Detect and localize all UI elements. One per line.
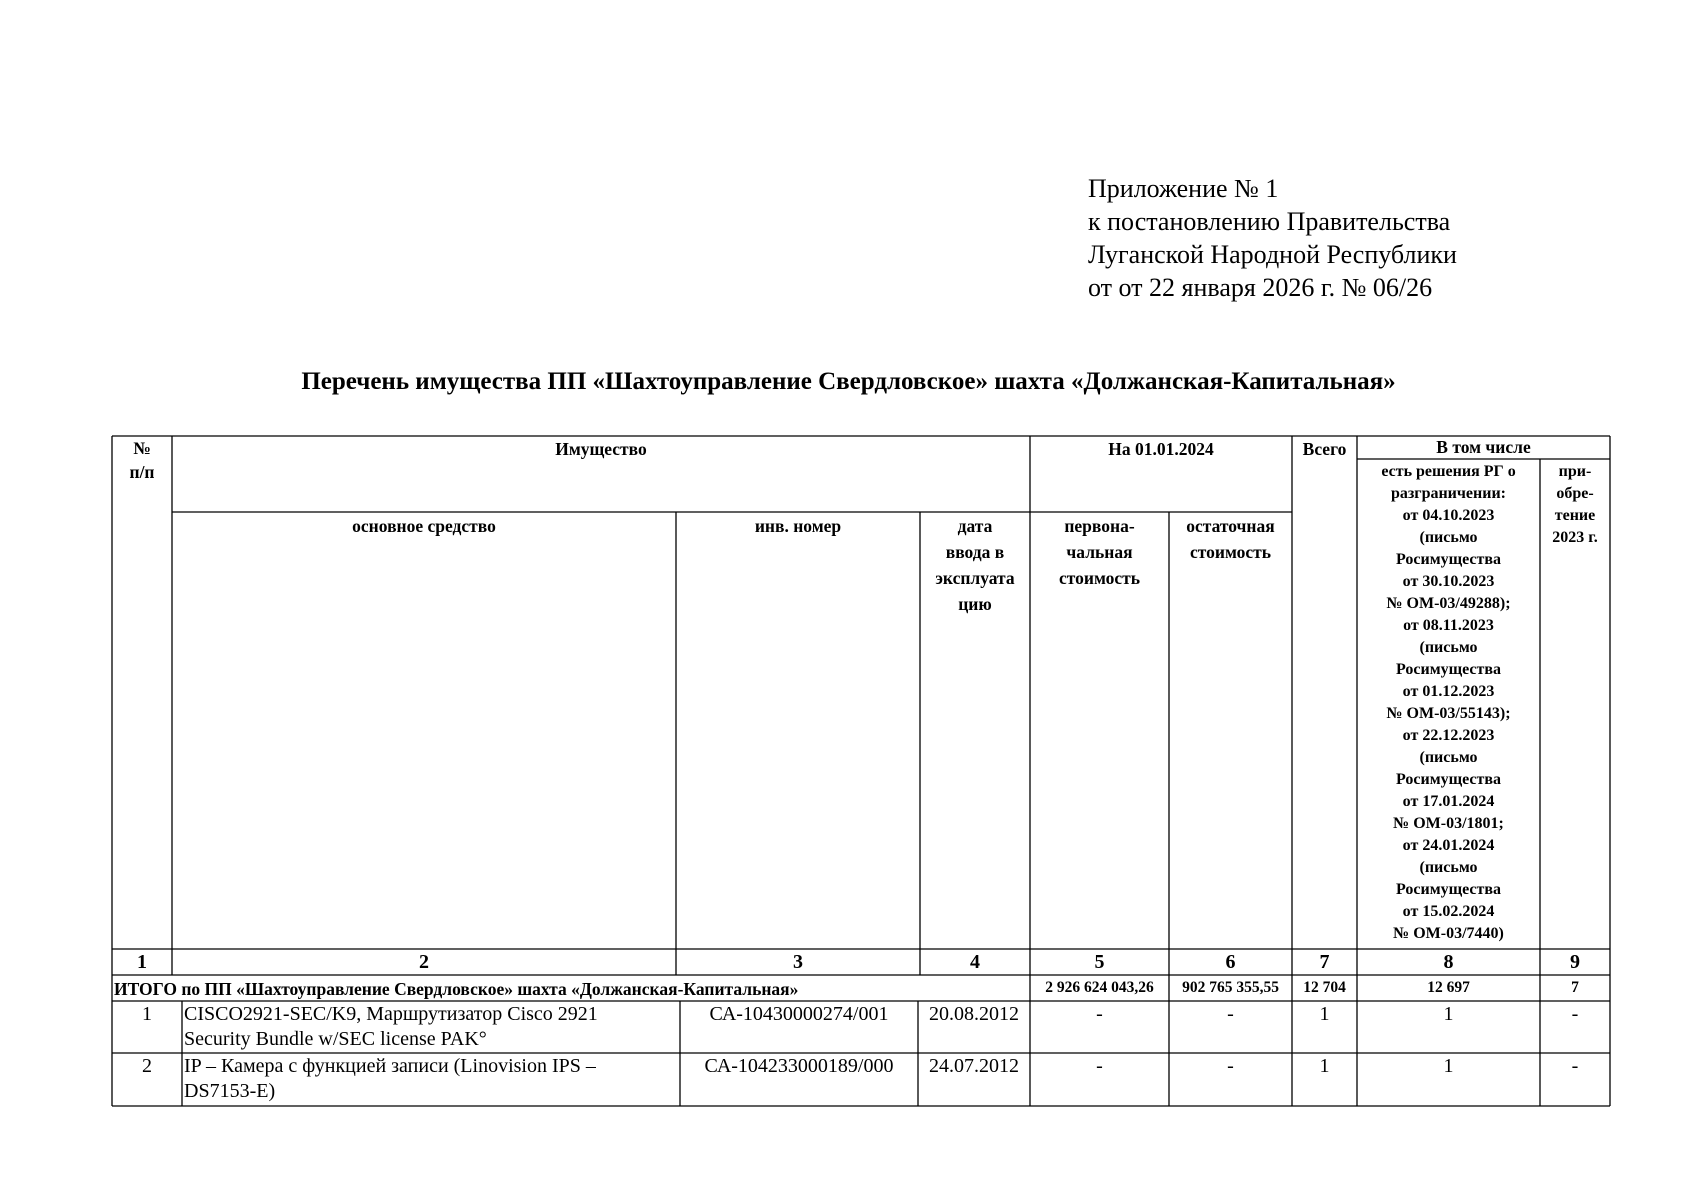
total-count: 12 704 [1303,979,1346,996]
row-decisions: 1 [1443,1055,1454,1077]
row-total: 1 [1319,1003,1330,1025]
row-num: 2 [142,1055,152,1077]
column-number: 3 [793,951,803,973]
column-number: 8 [1443,951,1454,973]
total-row-label: ИТОГО по ПП «Шахтоуправление Свердловское» шахта «Должанская-Капитальная» [114,979,799,999]
total-residual-cost: 902 765 355,55 [1182,979,1279,996]
column-number: 9 [1570,951,1580,973]
total-decisions: 12 697 [1427,979,1470,996]
total-acquisition: 7 [1571,979,1579,996]
header-including: В том числе [1436,437,1531,457]
appendix-line-3: Луганской Народной Республики [1088,240,1457,269]
header-asset: основное средство [352,516,496,536]
header-acquisition: при- обре- тение 2023 г. [1552,463,1598,546]
header-total: Всего [1302,439,1347,459]
header-as-of: На 01.01.2024 [1108,439,1214,459]
column-number: 5 [1094,951,1105,973]
header-residual-cost: остаточная стоимость [1186,516,1275,562]
row-residual-cost: - [1227,1055,1234,1077]
row-asset-line2: Security Bundle w/SEC license PAK° [184,1028,487,1050]
row-inv-number: СА-104233000189/000 [704,1055,894,1077]
row-initial-cost: - [1096,1003,1103,1025]
row-total: 1 [1319,1055,1330,1077]
header-initial-cost: первона- чальная стоимость [1058,516,1141,588]
total-initial-cost: 2 926 624 043,26 [1045,979,1154,996]
row-decisions: 1 [1443,1003,1454,1025]
column-number: 7 [1319,951,1330,973]
column-number: 1 [137,951,147,973]
appendix-line-2: к постановлению Правительства [1088,207,1451,236]
row-residual-cost: - [1227,1003,1234,1025]
row-date: 24.07.2012 [929,1055,1019,1077]
header-decisions: есть решения РГ о разграничении: от 04.10.2023 (письмо Росимущества от 30.10.2023 № ОМ-03/49288); от 08.11.2023 (письмо Росимущества от 01.12.2023 № ОМ-03/55143); от 22.12.2023 (письмо Росимущества от 17.01.2024 № ОМ-03/1801; от 24.01.2024 (письмо Росимущества от 15.02.2024 № ОМ-03/7440) [1381,463,1516,942]
appendix-line-4: от от 22 января 2026 г. № 06/26 [1088,273,1433,302]
row-asset-line1: IP – Камера с функцией записи (Linovision IPS – [184,1055,596,1077]
header-num: № п/п [129,438,155,482]
column-number: 6 [1225,951,1236,973]
column-number: 2 [419,951,429,973]
row-asset-line2: DS7153-E) [184,1080,276,1102]
row-acquisition: - [1571,1003,1579,1025]
header-commission-date: дата ввода в эксплуата цию [935,516,1015,614]
column-number: 4 [970,951,980,973]
appendix-block [1088,172,1457,304]
row-acquisition: - [1571,1055,1579,1077]
row-num: 1 [142,1003,152,1025]
header-property: Имущество [555,439,647,459]
appendix-line-1: Приложение № 1 [1088,174,1279,203]
document-title: Перечень имущества ПП «Шахтоуправление Свердловское» шахта «Должанская-Капитальная» [301,368,1396,395]
row-inv-number: СА-10430000274/001 [709,1003,889,1025]
row-initial-cost: - [1096,1055,1103,1077]
header-inv-number: инв. номер [754,516,842,536]
row-asset-line1: CISCO2921-SEC/K9, Маршрутизатор Cisco 2921 [184,1003,598,1025]
row-date: 20.08.2012 [929,1003,1019,1025]
